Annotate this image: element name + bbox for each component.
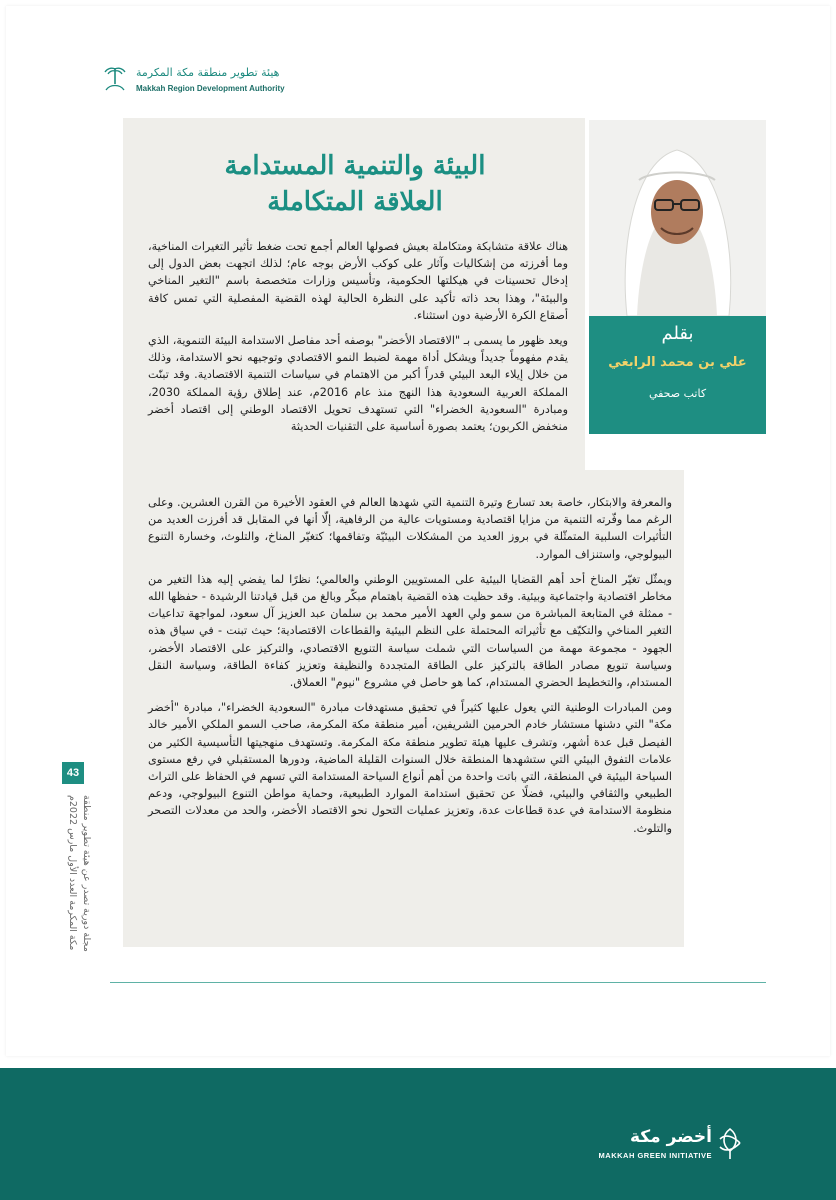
magazine-caption (58, 795, 98, 1015)
author-photo (589, 120, 766, 316)
footer-logo (584, 1125, 744, 1165)
author-portrait-icon (589, 120, 766, 316)
paragraph: ويعد ظهور ما يسمى بـ "الاقتصاد الأخضر" بوصفه أحد مفاصل الاستدامة البيئة التنموية، الذي يقدم مفهوماً جديداً ويشكل أداة مهمة لضبط النمو الاقتصادي وتوجيهه نحو الاستدامة، وذلك من خلال إيلاء البعد البيئي قدراً أكبر من الاهتمام في سياسات التنمية الاقتصادية. وقد تبنّت المملكة العربية السعودية هذا النهج منذ عام 2016م، عند إطلاق رؤية المملكة 2030، ومبادرة "السعودية الخضراء" التي تستهدف تحويل الاقتصاد الوطني إلى اقتصاد أخضر منخفض الكربون؛ يعتمد بصورة أساسية على التقنيات الحديثة (148, 334, 568, 434)
paragraph: ومن المبادرات الوطنية التي يعول عليها كثيراً في تحقيق مستهدفات مبادرة "السعودية الخضراء"، مبادرة "أخضر مكة" التي دشنها مستشار خادم الحرمين الشريفين، أمير منطقة مكة المكرمة، صاحب السمو الملكي الأمير خالد الفيصل قبل عدة أشهر، وتشرف عليها هيئة تطوير منطقة مكة المكرمة. وتستهدف منهجيتها التأسيسية الكثير من علامات التفوق البيئي التي ستشهدها المنطقة خلال السنوات القليلة الماضية، ودورها المستقبلي في رفع مستوى السياحة البيئية في المنطقة، التي باتت واحدة من أهم أنواع السياحة المستدامة التي تسهم في الحفاظ على التراث الطبيعي والثقافي والبيئي، فضلًا عن تحقيق استدامة الموارد الطبيعية، وحماية مواطن التنوع البيولوجي، ودعم منظومة الاستدامة في عدة قطاعات عدة، وتعزيز عمليات التحول نحو الاقتصاد الأخضر، والحد من معدلات التصحر والتلوث. (148, 701, 672, 835)
org-name-arabic: هيئة تطوير منطقة مكة المكرمة (136, 66, 280, 79)
article-title (140, 148, 570, 220)
page-number: 43 (62, 762, 84, 784)
org-name-english: Makkah Region Development Authority (136, 84, 285, 93)
footer-brand-arabic: أخضر مكة (629, 1127, 712, 1147)
palm-swords-emblem-icon (100, 64, 130, 94)
leaf-knot-icon (716, 1125, 744, 1161)
paragraph: ويمثّل تغيّر المناخ أحد أهم القضايا البيئية على المستويين الوطني والعالمي؛ نظرًا لما يفضي إليه هذا التغير من مخاطر اقتصادية واجتماعية وبيئية. وقد حظيت هذه القضية باهتمام مبكّر وبالغ من قبل قيادتنا الرشيدة - حفظها الله - ممثلة في المتابعة المباشرة من سمو ولي العهد الأمير محمد بن سلمان عبد العزيز آل سعود، لمواجهة تداعيات التغير المناخي والتكيّف مع تأثيراته المحتملة على النظم البيئية والقطاعات الاقتصادية؛ حيث تبنت - في سياق هذه الجهود - مجموعة مهمة من السياسات التي شملت سياسة التنويع الاقتصادي، والتركيز على الاقتصاد الأخضر، وسياسة تنويع مصادر الطاقة بالتركيز على الطاقة المتجددة والنظيفة وتعزيز كفاءة الطاقة، وسياسة النقل المستدام، والتخطيط الحضري المستدام، كما هو حاصل في مشروع "نيوم" العملاق. (148, 572, 672, 690)
divider-line (110, 982, 766, 983)
title-line-1: البيئة والتنمية المستدامة (224, 151, 486, 181)
title-line-2: العلاقة المتكاملة (267, 187, 443, 217)
author-byline: بقلم (661, 323, 694, 344)
article-column-upper (148, 238, 568, 443)
header-logo (100, 62, 300, 100)
paragraph: هناك علاقة متشابكة ومتكاملة بعيش فصولها العالم أجمع تحت ضغط تأثير التغيرات المناخية، وما أفرزته من إشكاليات وآثار على كوكب الأرض بوجه عام؛ لذلك اتجهت بعض الدول إلى إدخال تحسينات في هيكلتها الحكومية، وتأسيس وزارات متخصصة باسم "التغير المناخي والبيئة"، وهذا بحد ذاته تأكيد على النظرة الحالية لهذه القضية المفصلية التي تمس كافة أصقاع الكرة الأرضية دون استثناء. (148, 240, 568, 322)
author-name: علي بن محمد الرابغي (608, 355, 747, 370)
paragraph: والمعرفة والابتكار، خاصة بعد تسارع وتيرة التنمية التي شهدها العالم في العقود الأخيرة من القرن العشرين. وعلى الرغم مما وفّرته التنمية من مزايا اقتصادية ومستويات عالية من الرفاهية، إلّا أنها في المقابل قد أفرزت العديد من التأثيرات السلبية المتمثّلة في بروز العديد من المشكلات البيئيّة وتفاقمها؛ كتغيّر المناخ، والتلوث، وخسارة التنوع البيولوجي، واستنزاف الموارد. (148, 496, 672, 561)
article-column-lower (148, 494, 672, 845)
footer-brand-english: MAKKAH GREEN INITIATIVE (598, 1151, 712, 1160)
author-role: كاتب صحفي (648, 387, 707, 400)
caption-line-1: مجلة دورية تصدر عن هيئة تطوير منطقة (81, 795, 92, 952)
caption-line-2: مكة المكرمة العدد الأول مارس 2022م (67, 795, 78, 951)
